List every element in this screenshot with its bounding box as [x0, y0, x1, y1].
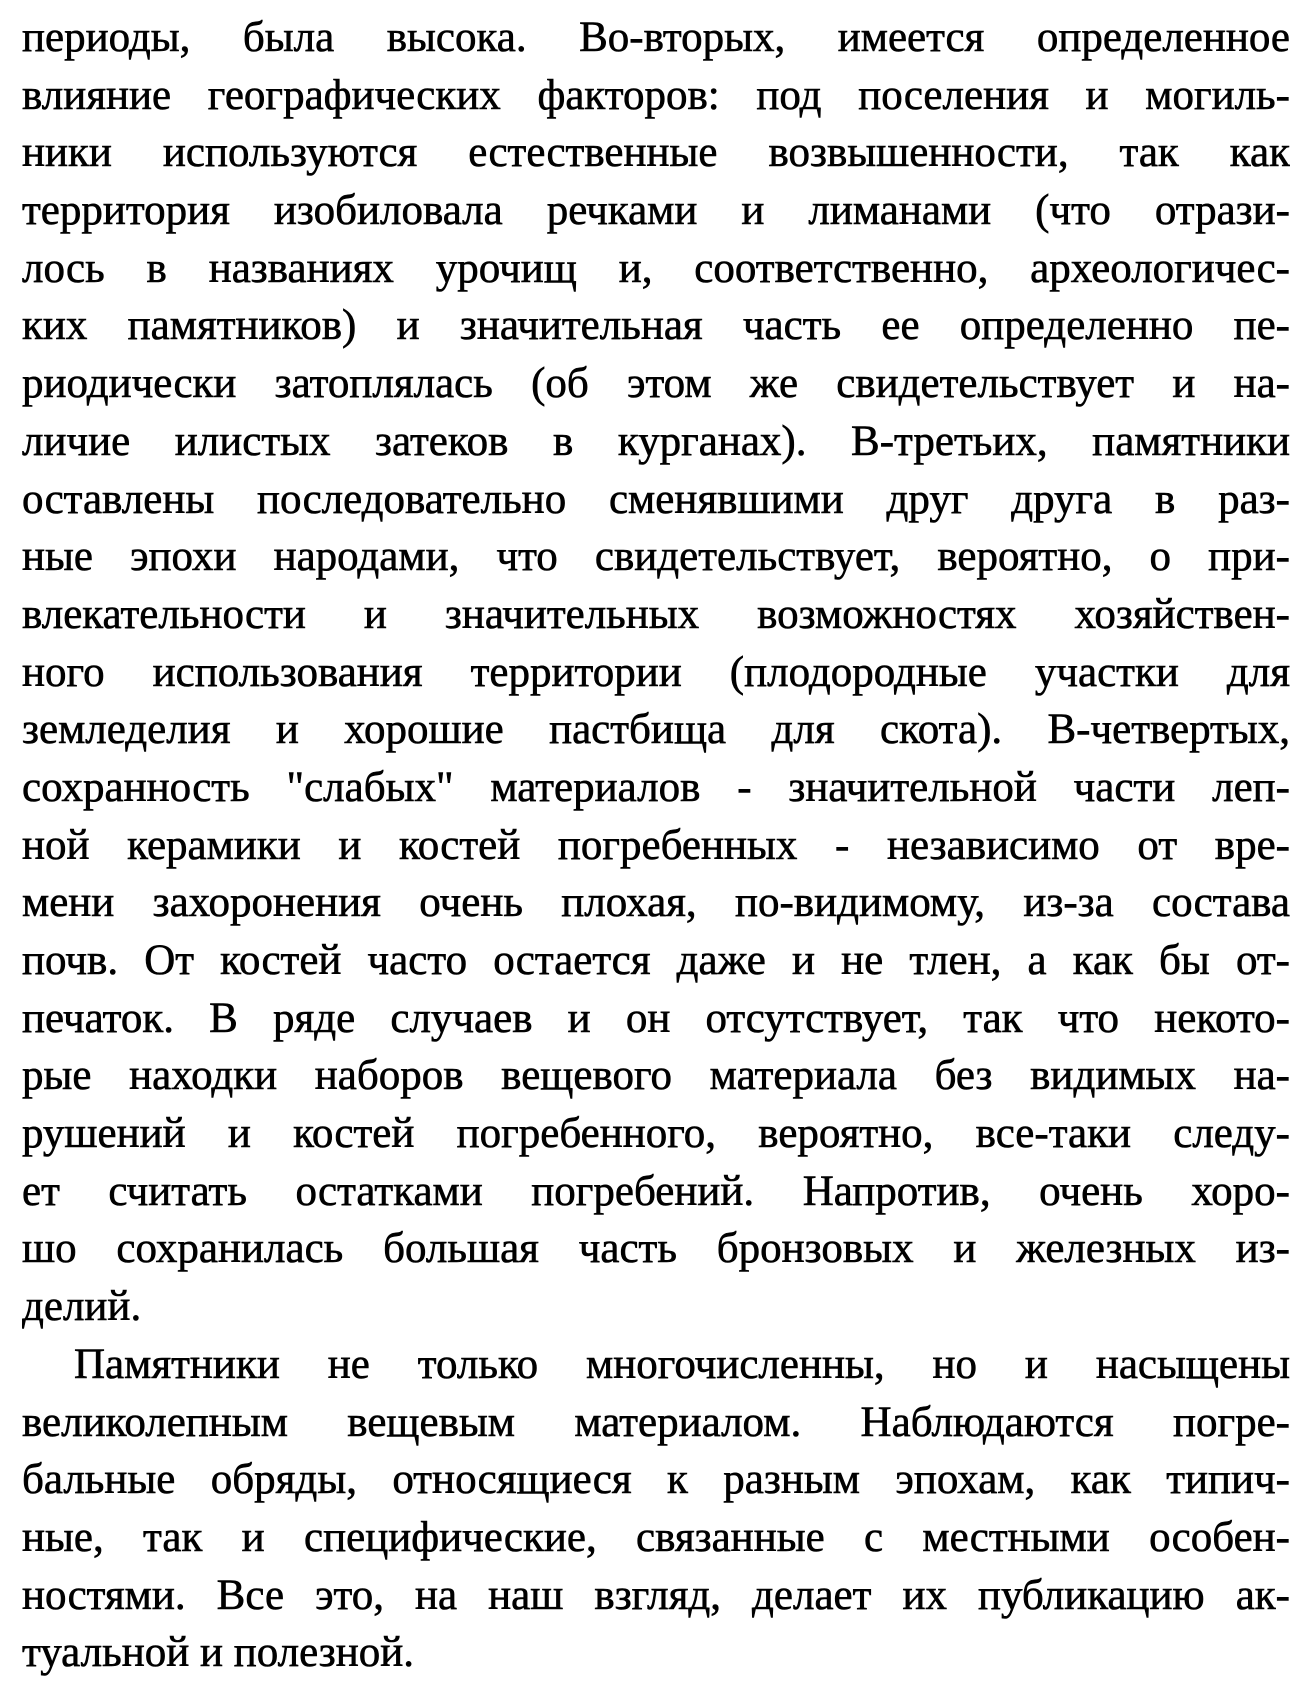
- paragraph-2: [22, 1336, 1290, 1682]
- text-line: ного использования территории (плодородные участки для: [22, 648, 1290, 696]
- text-line: великолепным вещевым материалом. Наблюдаются погре-: [22, 1398, 1290, 1446]
- text-line: сохранность "слабых" материалов - значительной части леп-: [22, 763, 1290, 811]
- text-line: ные, так и специфические, связанные с местными особен-: [22, 1513, 1290, 1561]
- paragraph-1: [22, 9, 1290, 1336]
- text-line: территория изобиловала речками и лиманами (что отрази-: [22, 187, 1290, 235]
- text-line: лось в названиях урочищ и, соответственно, археологичес-: [22, 244, 1290, 292]
- text-line: шо сохранилась большая часть бронзовых и железных из-: [22, 1225, 1290, 1273]
- text-line: ной керамики и костей погребенных - независимо от вре-: [22, 821, 1290, 869]
- text-line: земледелия и хорошие пастбища для скота). В-четвертых,: [22, 706, 1290, 754]
- text-line: мени захоронения очень плохая, по-видимому, из-за состава: [22, 879, 1290, 927]
- text-line: ные эпохи народами, что свидетельствует, вероятно, о при-: [22, 533, 1290, 581]
- text-line: риодически затоплялась (об этом же свидетельствует и на-: [22, 360, 1290, 408]
- text-line: Памятники не только многочисленны, но и насыщены: [74, 1340, 1290, 1388]
- text-line: личие илистых затеков в курганах). В-третьих, памятники: [22, 417, 1290, 465]
- text-line: влияние географических факторов: под поселения и могиль-: [22, 71, 1290, 119]
- text-line: рые находки наборов вещевого материала без видимых на-: [22, 1052, 1290, 1100]
- text-line: рушений и костей погребенного, вероятно, все-таки следу-: [22, 1110, 1290, 1158]
- text-line: печаток. В ряде случаев и он отсутствует, так что некото-: [22, 994, 1290, 1042]
- text-line: делий.: [22, 1283, 142, 1331]
- text-line: туальной и полезной.: [22, 1629, 414, 1677]
- text-line: ностями. Все это, на наш взгляд, делает их публикацию ак-: [22, 1571, 1290, 1619]
- text-line: оставлены последовательно сменявшими друг друга в раз-: [22, 475, 1290, 523]
- text-line: ники используются естественные возвышенности, так как: [22, 129, 1290, 177]
- text-line: почв. От костей часто остается даже и не тлен, а как бы от-: [22, 937, 1290, 984]
- text-line: ких памятников) и значительная часть ее определенно пе-: [22, 302, 1290, 350]
- text-line: влекательности и значительных возможностях хозяйствен-: [22, 590, 1290, 638]
- text-line: бальные обряды, относящиеся к разным эпохам, как типич-: [22, 1456, 1290, 1504]
- text-line: ет считать остатками погребений. Напротив, очень хоро-: [22, 1167, 1290, 1215]
- text-line: периоды, была высока. Во-вторых, имеется определенное: [22, 14, 1290, 61]
